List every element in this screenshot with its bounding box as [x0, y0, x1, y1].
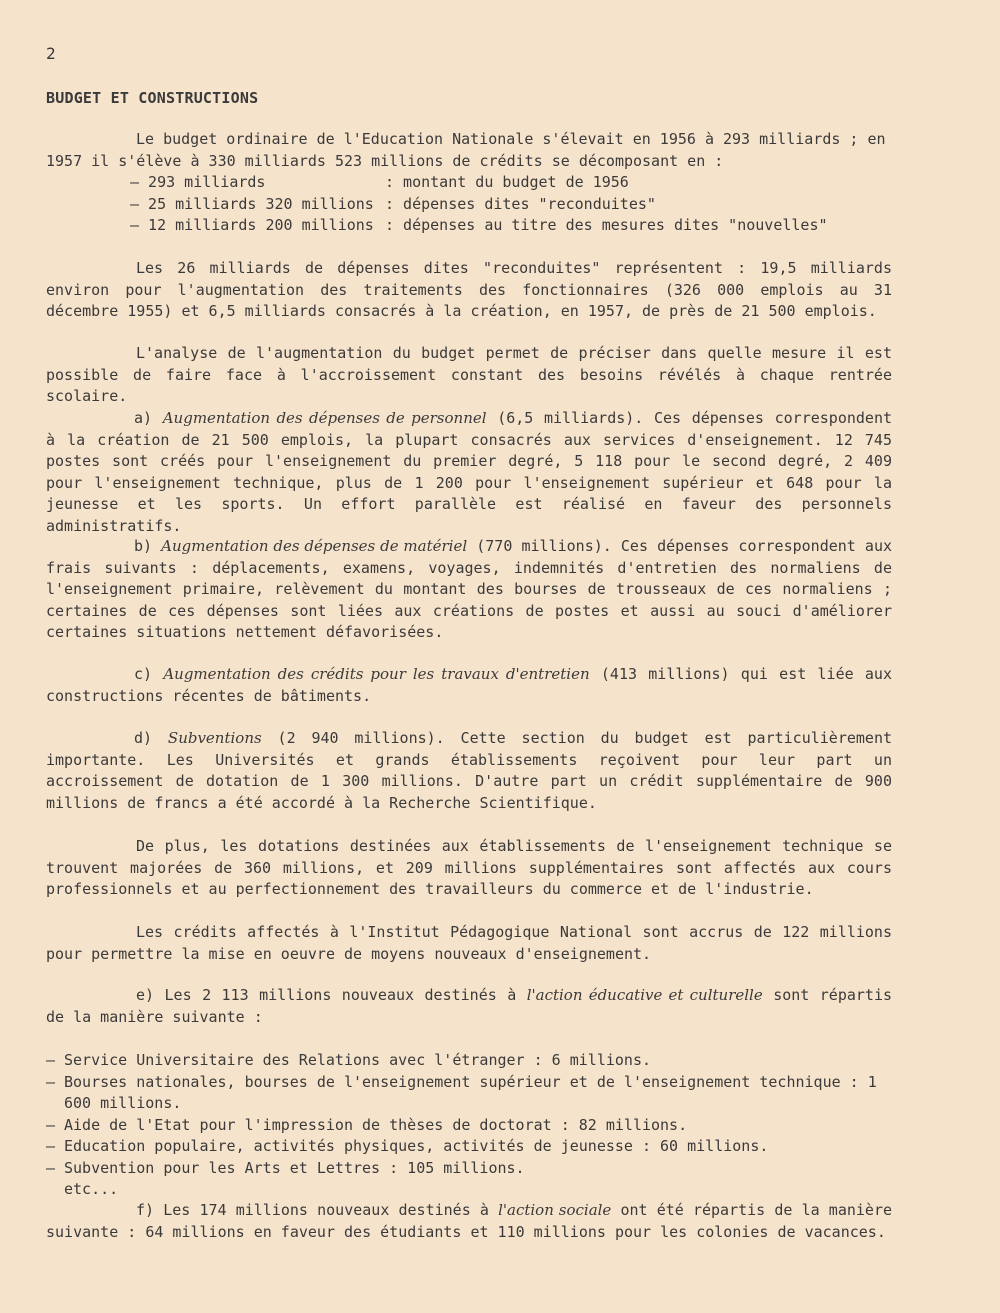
list-item: – Bourses nationales, bourses de l'enseignement supérieur et de l'enseignement technique : 1 600 millions.: [46, 1072, 877, 1112]
breakdown-desc: : dépenses au titre des mesures dites "nouvelles": [385, 216, 828, 234]
section-d: [46, 728, 892, 814]
section-title: Subventions: [167, 729, 262, 747]
section-text: (6,5 milliards). Ces dépenses correspondent à la création de 21 500 emplois, la plupart consacrés aux services d'enseignement. 12 745 postes sont créés pour l'enseignement du premier degré, 5 118 pour le second degré, 2 409 pour l'enseignement technique, plus de 1 200 pour l'enseignement supérieur et 648 pour la jeunesse et les sports. Un effort parallèle est réalisé en faveur des personnels administratifs.: [46, 409, 893, 535]
paragraph-text: De plus, les dotations destinées aux établissements de l'enseignement technique se trouvent majorées de 360 millions, et 209 millions supplémentaires sont affectés aux cours professionnels et au perfectionnement des travailleurs du commerce et de l'industrie.: [46, 837, 892, 898]
breakdown-desc: : montant du budget de 1956: [385, 173, 629, 191]
paragraph-institut: [46, 922, 892, 965]
paragraph-text: L'analyse de l'augmentation du budget permet de préciser dans quelle mesure il est possible de faire face à l'accroissement constant des besoins révélés à chaque rentrée scolaire.: [46, 344, 892, 405]
list-item: – Subvention pour les Arts et Lettres : 105 millions.: [46, 1158, 525, 1177]
section-text: sont répartis de la manière suivante :: [46, 986, 893, 1026]
section-a: [46, 408, 892, 537]
section-b: [46, 536, 892, 644]
page-number: 2: [46, 44, 56, 63]
breakdown-item: [130, 194, 828, 216]
section-title: Augmentation des dépenses de matériel: [161, 537, 468, 555]
action-educative-list: [46, 1050, 892, 1201]
section-title: Augmentation des crédits pour les travaux d'entretien: [163, 665, 590, 683]
section-prefix: a): [134, 409, 153, 427]
section-text: (2 940 millions). Cette section du budget est particulièrement importante. Les Universités et grands établissements reçoivent pour leur part un accroissement de dotation de 1 300 millions. D'autre part un crédit supplémentaire de 900 millions de francs a été accordé à la Recherche Scientifique.: [46, 729, 893, 812]
section-title: l'action éducative et culturelle: [526, 986, 763, 1004]
section-c: [46, 664, 892, 707]
section-title: Augmentation des dépenses de personnel: [162, 409, 487, 427]
paragraph-de-plus: [46, 836, 892, 901]
list-item: – Education populaire, activités physiques, activités de jeunesse : 60 millions.: [46, 1137, 769, 1155]
paragraph-text: Les 26 milliards de dépenses dites "reconduites" représentent : 19,5 milliards environ pour l'augmentation des traitements des fonctionnaires (326 000 emplois au 31 décembre 1955) et 6,5 milliards consacrés à la création, en 1957, de près de 21 500 emplois.: [46, 259, 892, 320]
section-prefix: c): [134, 665, 153, 683]
section-title: l'action sociale: [498, 1201, 612, 1219]
intro-line-2: 1957 il s'élève à 330 milliards 523 millions de crédits se décomposant en :: [46, 151, 724, 170]
list-item: – Service Universitaire des Relations avec l'étranger : 6 millions.: [46, 1051, 651, 1069]
breakdown-item: [130, 172, 828, 194]
section-e: [46, 985, 892, 1028]
section-f: [46, 1200, 892, 1243]
intro-line-1: Le budget ordinaire de l'Education Nationale s'élevait en 1956 à 293 milliards ; en: [136, 130, 886, 148]
paragraph-text: Les crédits affectés à l'Institut Pédagogique National sont accrus de 122 millions pour permettre la mise en oeuvre de moyens nouveaux d'enseignement.: [46, 923, 892, 963]
budget-breakdown-list: [130, 172, 828, 237]
section-heading: BUDGET ET CONSTRUCTIONS: [46, 89, 259, 107]
etc-text: etc...: [64, 1180, 119, 1198]
paragraph-analyse: [46, 343, 892, 408]
breakdown-amount: – 25 milliards 320 millions: [130, 194, 374, 213]
section-prefix: b): [134, 537, 153, 555]
breakdown-desc: : dépenses dites "reconduites": [385, 194, 656, 213]
breakdown-item: [130, 215, 828, 237]
intro-paragraph: [46, 129, 892, 172]
section-prefix: e) Les 2 113 millions nouveaux destinés à: [136, 986, 517, 1004]
breakdown-amount: – 293 milliards: [130, 173, 266, 191]
paragraph-reconduites: [46, 258, 892, 323]
section-prefix: f) Les 174 millions nouveaux destinés à: [136, 1201, 489, 1219]
section-text: ont été répartis de la manière suivante : 64 millions en faveur des étudiants et 110 millions pour les colonies de vacances.: [46, 1201, 892, 1241]
section-text: (770 millions). Ces dépenses correspondent aux frais suivants : déplacements, examens, voyages, indemnités d'entretien des normaliens de l'enseignement primaire, relèvement du montant des bourses de trousseaux de ces normaliens ; certaines de ces dépenses sont liées aux créations de postes et aussi au souci d'améliorer certaines situations nettement défavorisées.: [46, 537, 893, 641]
section-prefix: d): [134, 729, 153, 747]
section-text: (413 millions) qui est liée aux constructions récentes de bâtiments.: [46, 665, 892, 705]
breakdown-amount: – 12 milliards 200 millions: [130, 216, 374, 234]
list-item: – Aide de l'Etat pour l'impression de thèses de doctorat : 82 millions.: [46, 1115, 688, 1134]
